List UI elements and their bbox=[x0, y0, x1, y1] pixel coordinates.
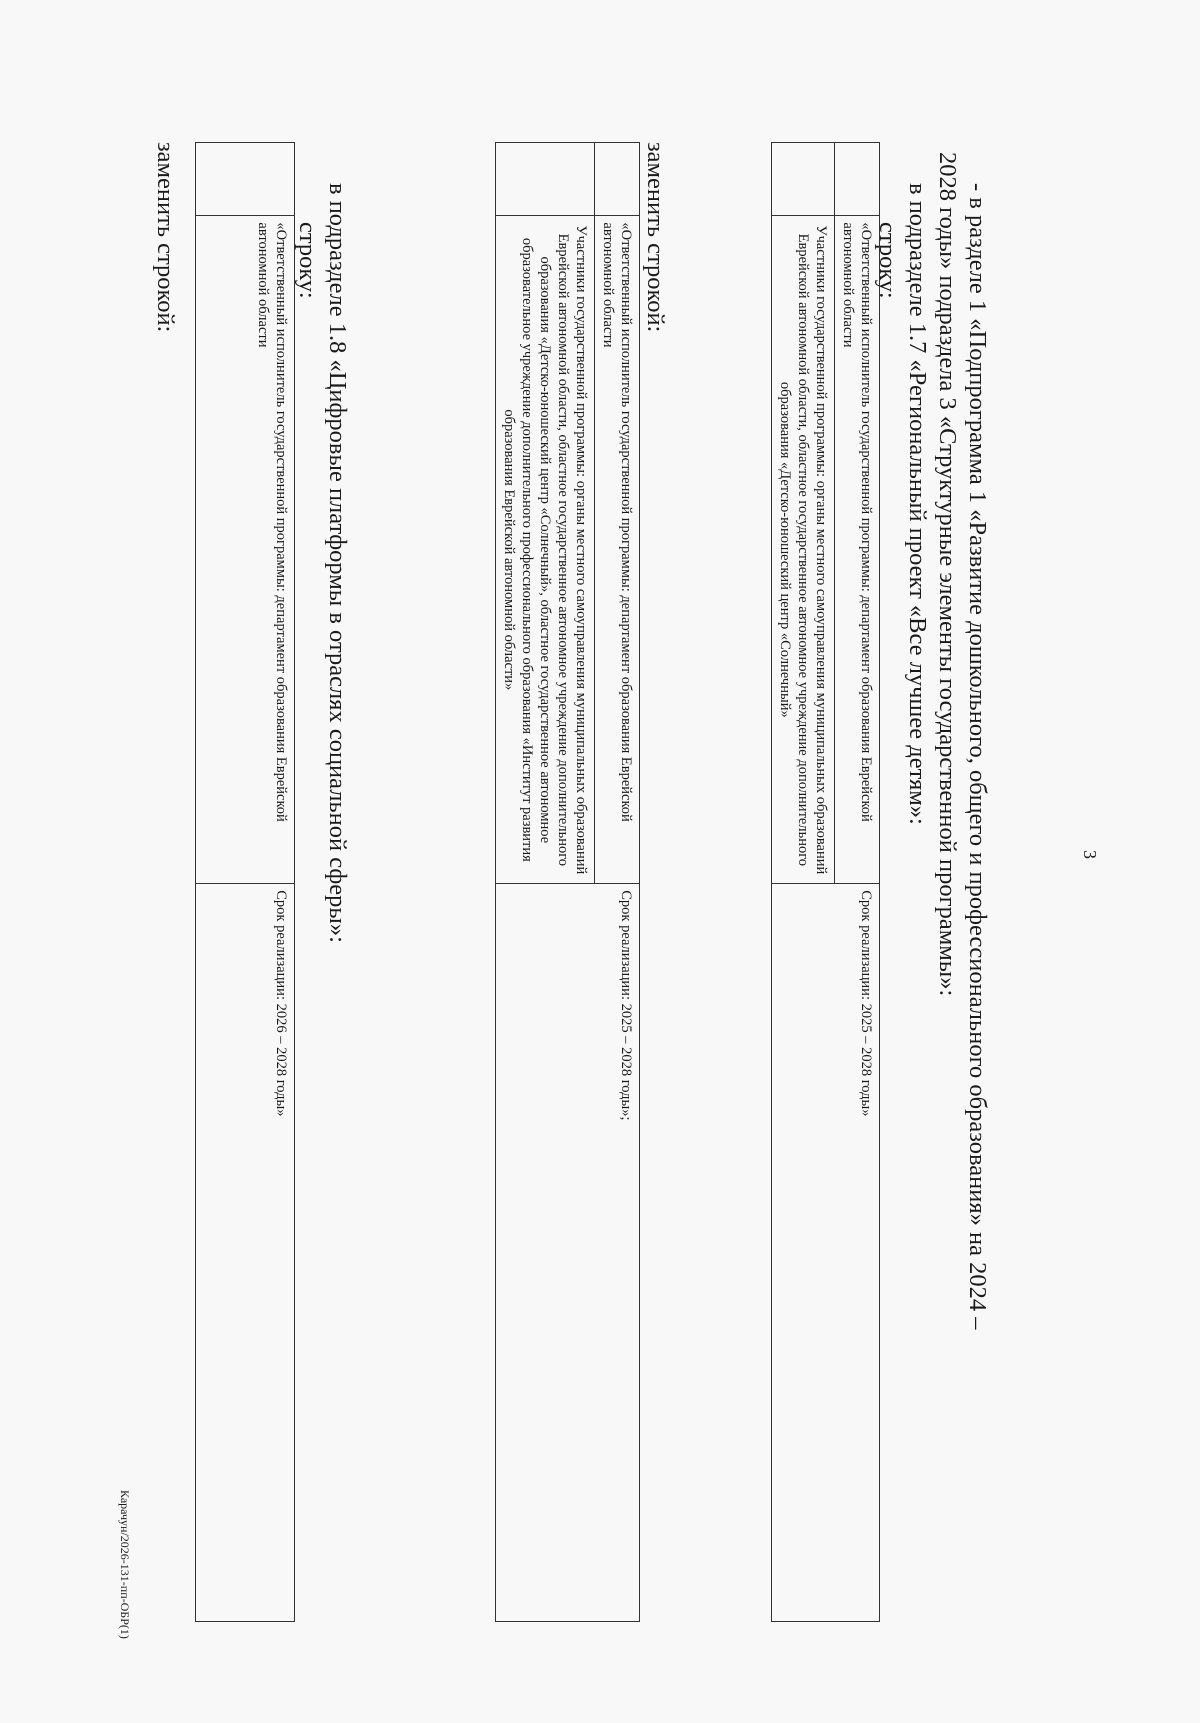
table-row bbox=[196, 143, 295, 1622]
cell-period: Срок реализации: 2025 – 2028 годы» bbox=[772, 884, 880, 1622]
table-1 bbox=[771, 142, 880, 1622]
cell-participants: Участники государственной программы: органы местного самоуправления муниципальных образований Еврейской автономной области, областное государственное автономное учреждение дополнительного образования «Детско-юношеский центр «Солнечный», областное государственное автономное образовательное учреждение дополнительного профессионального образования «Институт развития образования Еврейской автономной области» bbox=[496, 216, 595, 884]
subsection-1-8: в подразделе 1.8 «Цифровые платформы в отраслях социальной сферы»: bbox=[324, 183, 351, 943]
intro-line-1: - в разделе 1 «Подпрограмма 1 «Развитие дошкольного, общего и профессионального образования» на 2024 – bbox=[964, 183, 991, 1330]
table-3 bbox=[195, 142, 295, 1622]
document-code: Карачун/2026-131-пп-ОБР(1) bbox=[118, 1490, 132, 1639]
table-row bbox=[595, 143, 640, 1622]
replace-label-2: заменить строкой: bbox=[152, 142, 179, 333]
table-row bbox=[835, 143, 880, 1622]
cell-period: Срок реализации: 2026 – 2028 годы» bbox=[196, 884, 295, 1622]
cell-executor: «Ответственный исполнитель государственной программы: департамент образования Еврейской автономной области bbox=[595, 216, 640, 884]
replace-label-1: заменить строкой: bbox=[642, 142, 669, 333]
table-2 bbox=[495, 142, 640, 1622]
cell-period: Срок реализации: 2025 – 2028 годы»; bbox=[496, 884, 640, 1622]
cell-executor: «Ответственный исполнитель государственной программы: департамент образования Еврейской автономной области bbox=[835, 216, 880, 884]
page-number: 3 bbox=[1080, 850, 1100, 859]
intro-line-4: строку: bbox=[874, 222, 901, 299]
line-stroku-2: строку: bbox=[294, 222, 321, 299]
cell-participants: Участники государственной программы: органы местного самоуправления муниципальных образований Еврейской автономной области, областное государственное автономное учреждение дополнительного образования «Детско-юношеский центр «Солнечный» bbox=[772, 216, 835, 884]
intro-line-3: в подразделе 1.7 «Региональный проект «Все лучшее детям»: bbox=[904, 183, 931, 825]
intro-line-2: 2028 годы» подраздела 3 «Структурные элементы государственной программы»: bbox=[934, 152, 961, 997]
cell-executor: «Ответственный исполнитель государственной программы: департамент образования Еврейской автономной области bbox=[196, 216, 295, 884]
